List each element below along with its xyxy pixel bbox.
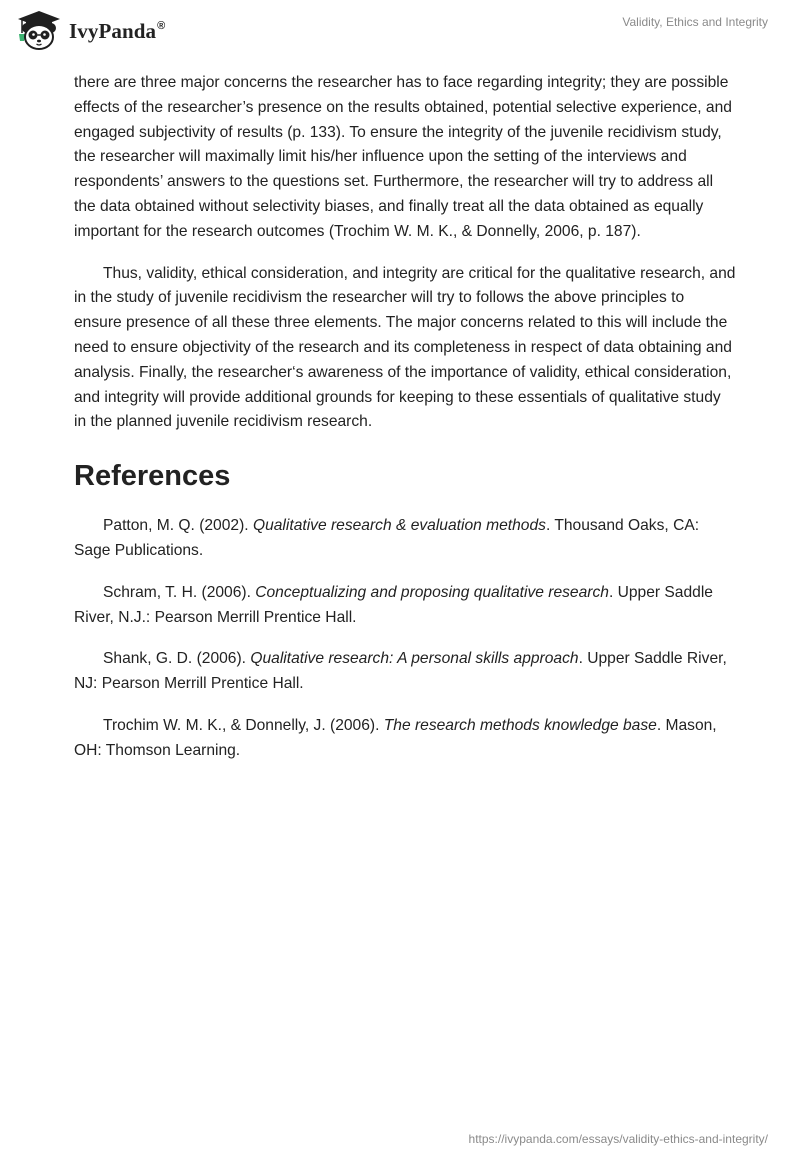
reference-title: The research methods knowledge base [383,716,657,734]
ivypanda-logo[interactable] [14,9,165,51]
body-paragraph: there are three major concerns the researcher has to face regarding integrity; they are possible effects of the researcher’s presence on the results obtained, potential selective experience, and engaged subjectivity of results (p. 133). To ensure the integrity of the juvenile recidivism study, the researcher will maximally limit his/her influence upon the setting of the interviews and respondents’ answers to the questions set. Furthermore, the researcher will try to address all the data obtained without selectivity biases, and finally treat all the data obtained as equally important for the research outcomes (Trochim W. M. K., & Donnelly, 2006, p. 187). [74,74,732,240]
reference-item: Trochim W. M. K., & Donnelly, J. (2006). The research methods knowledge base. Mason, OH: Thomson Learning. [74,716,717,759]
body-paragraph: Thus, validity, ethical consideration, and integrity are critical for the qualitative research, and in the study of juvenile recidivism the researcher will try to follows the above principles to ensure presence of all these three elements. The major concerns related to this will include the need to ensure objectivity of the research and its completeness in respect of data obtaining and analysis. Finally, the researcher‘s awareness of the importance of validity, ethical consideration, and integrity will provide additional grounds for keeping to these essentials of qualitative study in the planned juvenile recidivism research. [74,264,736,431]
reference-item: Shank, G. D. (2006). Qualitative research: A personal skills approach. Upper Saddle River, NJ: Pearson Merrill Prentice Hall. [74,650,727,693]
document-title: Validity, Ethics and Integrity [622,15,768,29]
reference-title: Conceptualizing and proposing qualitative research [255,583,609,601]
brand-name: IvyPanda® [69,18,166,43]
source-url-link[interactable]: https://ivypanda.com/essays/validity-ethics-and-integrity/ [468,1132,768,1146]
essay-content [74,71,736,764]
registered-mark: ® [157,19,166,32]
page-header [0,0,800,70]
references-heading: References [74,460,231,493]
reference-item: Schram, T. H. (2006). Conceptualizing and proposing qualitative research. Upper Saddle River, N.J.: Pearson Merrill Prentice Hall. [74,583,713,626]
panda-icon [14,9,64,51]
reference-title: Qualitative research & evaluation methods [252,517,546,535]
reference-title: Qualitative research: A personal skills approach [250,650,579,668]
reference-item: Patton, M. Q. (2002). Qualitative research & evaluation methods. Thousand Oaks, CA: Sage Publications. [74,517,700,559]
